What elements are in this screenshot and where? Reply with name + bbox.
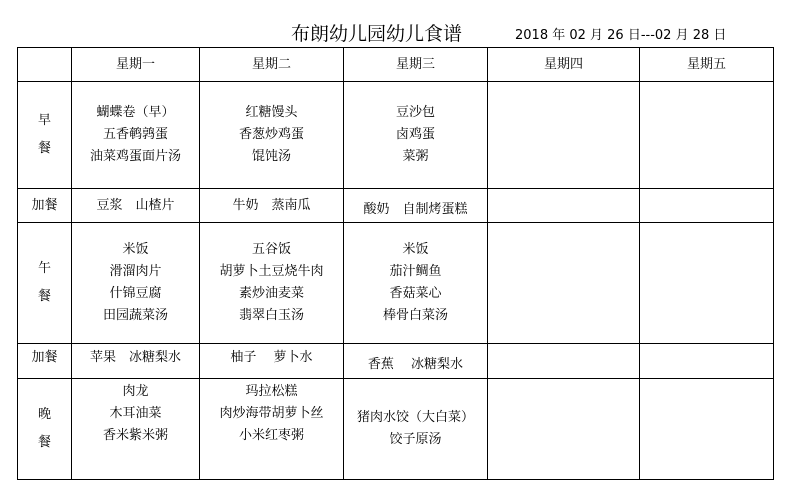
dish: 红糖馒头 xyxy=(245,105,298,120)
lunch-monday xyxy=(72,223,200,344)
breakfast-tuesday xyxy=(200,82,344,189)
header-row xyxy=(18,48,774,82)
morning-snack-wednesday: 酸奶 自制烤蛋糕 xyxy=(344,189,488,223)
dish: 油菜鸡蛋面片汤 xyxy=(89,149,181,164)
menu-table xyxy=(17,47,774,480)
dish: 什锦豆腐 xyxy=(109,286,162,301)
dinner-thursday xyxy=(488,379,640,480)
dish: 猪肉水饺（大白菜） xyxy=(356,410,474,425)
dish: 卤鸡蛋 xyxy=(395,127,435,142)
lunch-wednesday xyxy=(344,223,488,344)
dish: 米饭 xyxy=(402,242,429,257)
afternoon-snack-wednesday: 香蕉 冰糖梨水 xyxy=(344,344,488,379)
dish: 五谷饭 xyxy=(251,242,291,257)
dish: 棒骨白菜汤 xyxy=(382,308,448,323)
row-label-breakfast: 早 餐 xyxy=(18,82,72,189)
morning-snack-monday: 豆浆 山楂片 xyxy=(72,189,200,223)
afternoon-snack-thursday xyxy=(488,344,640,379)
dish: 五香鹌鹑蛋 xyxy=(102,127,168,142)
dish: 豆沙包 xyxy=(395,105,435,120)
date-range: 2018 年 02 月 26 日---02 月 28 日 xyxy=(515,28,727,43)
col-header-monday: 星期一 xyxy=(72,48,200,82)
dish: 玛拉松糕 xyxy=(245,384,298,399)
dish: 小米红枣粥 xyxy=(238,428,304,443)
dish: 滑溜肉片 xyxy=(109,264,162,279)
dish: 香葱炒鸡蛋 xyxy=(238,127,304,142)
afternoon-snack-row xyxy=(18,344,774,379)
dinner-wednesday xyxy=(344,379,488,480)
col-header-friday: 星期五 xyxy=(640,48,774,82)
lunch-thursday xyxy=(488,223,640,344)
dish: 翡翠白玉汤 xyxy=(238,308,304,323)
breakfast-wednesday xyxy=(344,82,488,189)
afternoon-snack-friday xyxy=(640,344,774,379)
dish: 茄汁鲷鱼 xyxy=(389,264,442,279)
dish: 肉炒海带胡萝卜丝 xyxy=(219,406,324,421)
col-header-wednesday: 星期三 xyxy=(344,48,488,82)
dish: 胡萝卜土豆烧牛肉 xyxy=(219,264,324,279)
dish: 蝴蝶卷（早） xyxy=(96,105,175,120)
lunch-tuesday xyxy=(200,223,344,344)
dish: 田园蔬菜汤 xyxy=(102,308,168,323)
row-label-dinner: 晚 餐 xyxy=(18,379,72,480)
page-title: 布朗幼儿园幼儿食谱 xyxy=(291,23,463,45)
row-label-lunch: 午 餐 xyxy=(18,223,72,344)
morning-snack-row xyxy=(18,189,774,223)
dinner-row xyxy=(18,379,774,480)
dish: 香菇菜心 xyxy=(389,286,442,301)
row-label-afternoon-snack: 加餐 xyxy=(18,344,72,379)
row-label-morning-snack: 加餐 xyxy=(18,189,72,223)
morning-snack-thursday xyxy=(488,189,640,223)
breakfast-monday xyxy=(72,82,200,189)
col-header-tuesday: 星期二 xyxy=(200,48,344,82)
morning-snack-tuesday: 牛奶 蒸南瓜 xyxy=(200,189,344,223)
dinner-tuesday xyxy=(200,379,344,480)
breakfast-friday xyxy=(640,82,774,189)
afternoon-snack-tuesday: 柚子 萝卜水 xyxy=(200,344,344,379)
dinner-friday xyxy=(640,379,774,480)
dish: 香米紫米粥 xyxy=(102,428,168,443)
dish: 木耳油菜 xyxy=(109,406,162,421)
dish: 素炒油麦菜 xyxy=(238,286,304,301)
breakfast-thursday xyxy=(488,82,640,189)
breakfast-row xyxy=(18,82,774,189)
lunch-row xyxy=(18,223,774,344)
corner-cell xyxy=(18,48,72,82)
afternoon-snack-monday: 苹果 冰糖梨水 xyxy=(72,344,200,379)
dish: 饺子原汤 xyxy=(389,432,442,447)
col-header-thursday: 星期四 xyxy=(488,48,640,82)
lunch-friday xyxy=(640,223,774,344)
dinner-monday xyxy=(72,379,200,480)
dish: 肉龙 xyxy=(122,384,149,399)
dish: 馄饨汤 xyxy=(251,149,291,164)
dish: 米饭 xyxy=(122,242,149,257)
morning-snack-friday xyxy=(640,189,774,223)
dish: 菜粥 xyxy=(402,149,429,164)
